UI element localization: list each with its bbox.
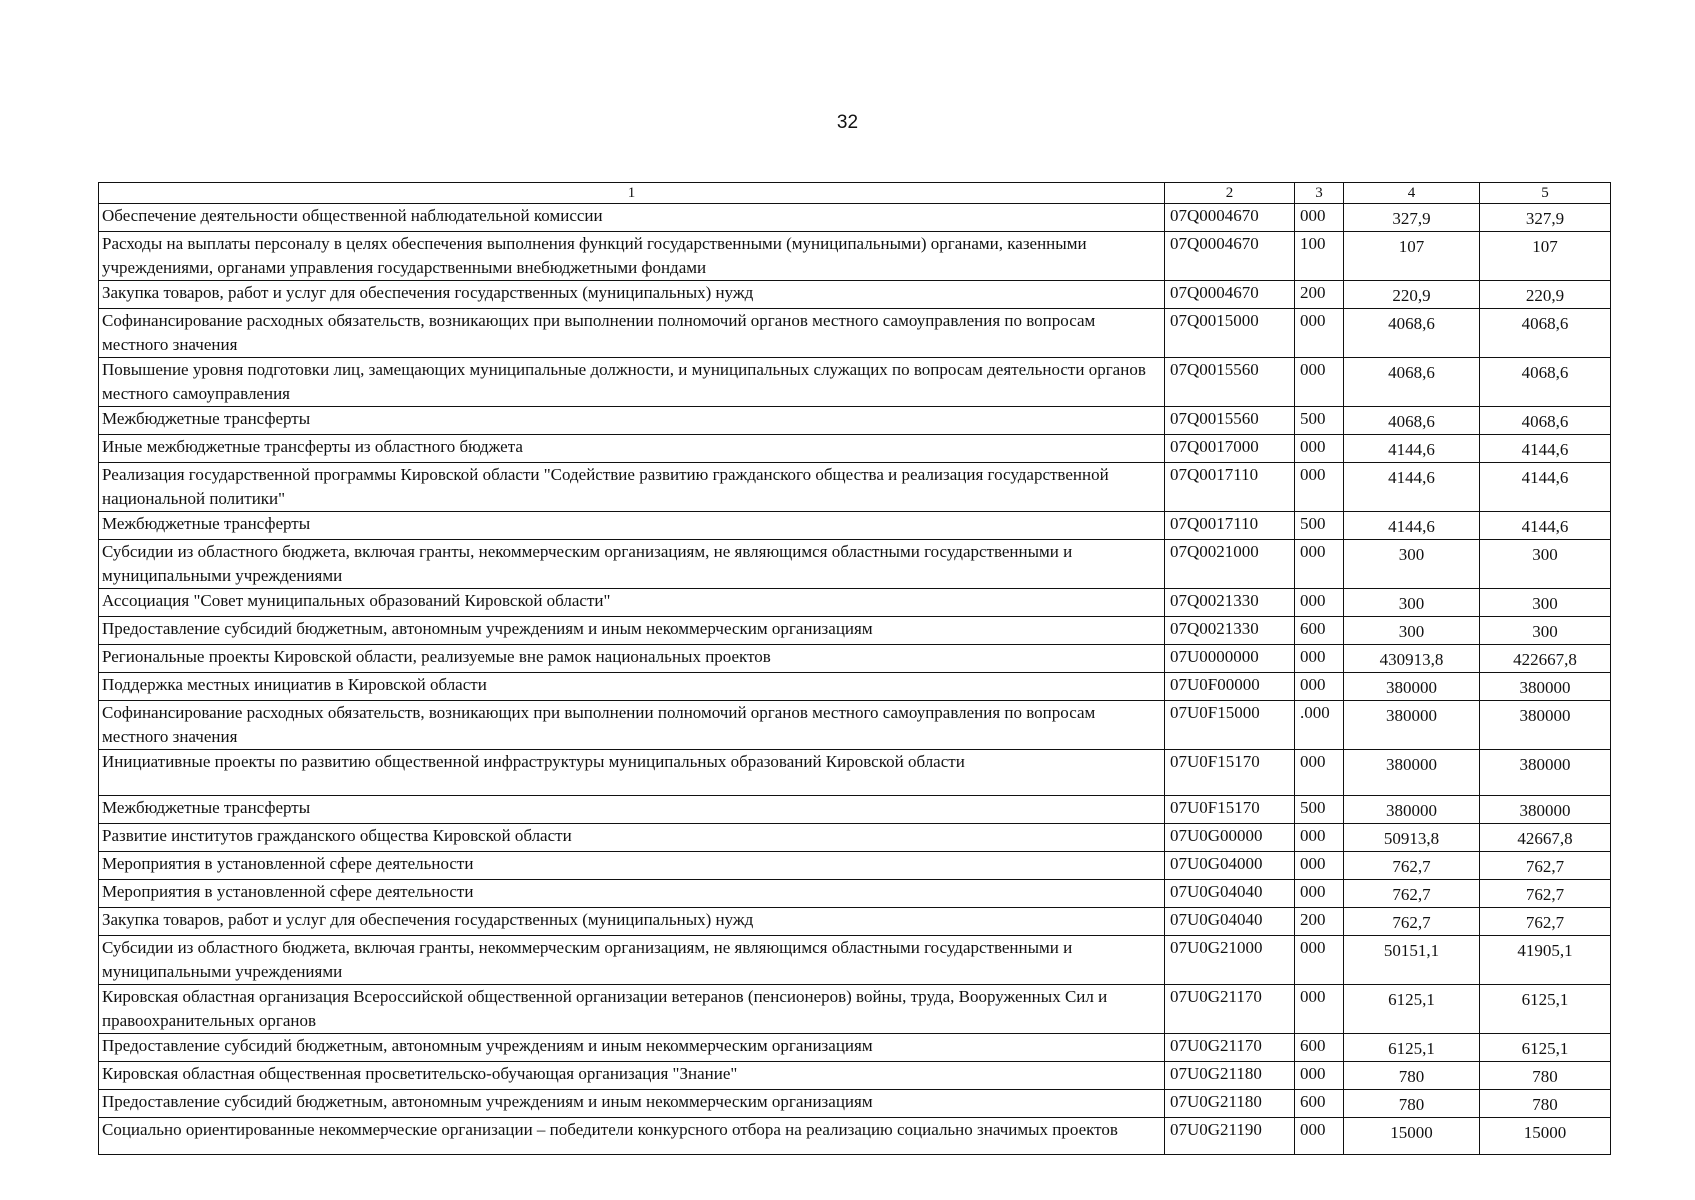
table-row [99, 796, 1611, 824]
row-code: 07Q0017000 [1165, 435, 1295, 463]
row-value-col5-text: 762,7 [1525, 913, 1565, 932]
row-value-col4 [1344, 936, 1480, 985]
row-value-col4 [1344, 1034, 1480, 1062]
row-code: 07U0F15170 [1165, 796, 1295, 824]
row-vr-code: 000 [1295, 358, 1344, 407]
table-row [99, 880, 1611, 908]
row-vr-code: 000 [1295, 309, 1344, 358]
row-value-col4-text: 107 [1398, 237, 1425, 256]
row-code: 07U0G04040 [1165, 908, 1295, 936]
row-name: Софинансирование расходных обязательств, возникающих при выполнении полномочий органов местного самоуправления по вопросам местного значения [99, 701, 1165, 750]
row-value-col4 [1344, 852, 1480, 880]
row-value-col4-text: 4144,6 [1388, 517, 1435, 536]
row-code: 07U0F15000 [1165, 701, 1295, 750]
row-value-col4 [1344, 1062, 1480, 1090]
row-value-col5-text: 4068,6 [1521, 412, 1569, 431]
row-value-col4 [1344, 435, 1480, 463]
row-value-col4 [1344, 1090, 1480, 1118]
row-vr-code: 000 [1295, 204, 1344, 232]
row-value-col5 [1480, 824, 1611, 852]
row-vr-code: 000 [1295, 540, 1344, 589]
row-name: Межбюджетные трансферты [99, 407, 1165, 435]
row-code: 07U0G21000 [1165, 936, 1295, 985]
row-value-col5 [1480, 701, 1611, 750]
row-code: 07U0G04040 [1165, 880, 1295, 908]
row-value-col4 [1344, 673, 1480, 701]
row-name: Мероприятия в установленной сфере деятельности [99, 880, 1165, 908]
row-value-col4 [1344, 358, 1480, 407]
row-vr-code: 200 [1295, 908, 1344, 936]
row-value-col4-text: 6125,1 [1388, 990, 1435, 1009]
row-value-col4 [1344, 309, 1480, 358]
table-row [99, 589, 1611, 617]
row-value-col5-text: 380000 [1519, 755, 1571, 774]
row-name: Субсидии из областного бюджета, включая гранты, некоммерческим организациям, не являющимся областными государственными и муниципальными учреждениями [99, 936, 1165, 985]
row-code: 07Q0017110 [1165, 512, 1295, 540]
table-row [99, 750, 1611, 796]
row-vr-code: .000 [1295, 701, 1344, 750]
row-value-col5 [1480, 1090, 1611, 1118]
table-row [99, 824, 1611, 852]
row-value-col4-text: 4068,6 [1388, 412, 1435, 431]
row-name: Инициативные проекты по развитию общественной инфраструктуры муниципальных образований Кировской области [99, 750, 1165, 796]
row-value-col4 [1344, 463, 1480, 512]
row-code: 07U0G21180 [1165, 1062, 1295, 1090]
row-vr-code: 000 [1295, 985, 1344, 1034]
row-value-col4-text: 220,9 [1392, 286, 1431, 305]
row-code: 07U0F15170 [1165, 750, 1295, 796]
row-value-col4-text: 380000 [1386, 678, 1437, 697]
row-value-col4-text: 380000 [1386, 801, 1437, 820]
row-value-col4 [1344, 908, 1480, 936]
header-col-1: 1 [99, 183, 1165, 204]
row-name: Расходы на выплаты персоналу в целях обеспечения выполнения функций государственными (муниципальными) органами, казенными учреждениями, органами управления государственными внебюджетными фондами [99, 232, 1165, 281]
row-value-col4-text: 6125,1 [1388, 1039, 1435, 1058]
header-col-4: 4 [1344, 183, 1480, 204]
row-value-col4 [1344, 645, 1480, 673]
row-vr-code: 200 [1295, 281, 1344, 309]
table-row [99, 852, 1611, 880]
row-value-col4-text: 4068,6 [1388, 363, 1435, 382]
row-value-col4 [1344, 512, 1480, 540]
row-value-col4-text: 4144,6 [1388, 440, 1435, 459]
row-name: Мероприятия в установленной сфере деятельности [99, 852, 1165, 880]
row-vr-code: 600 [1295, 1090, 1344, 1118]
row-value-col5-text: 220,9 [1525, 286, 1565, 305]
row-value-col5-text: 780 [1532, 1067, 1558, 1086]
row-name: Развитие институтов гражданского общества Кировской области [99, 824, 1165, 852]
row-value-col5 [1480, 1034, 1611, 1062]
row-value-col5 [1480, 985, 1611, 1034]
row-vr-code: 000 [1295, 880, 1344, 908]
row-value-col4-text: 762,7 [1392, 857, 1431, 876]
row-name: Межбюджетные трансферты [99, 796, 1165, 824]
row-name: Субсидии из областного бюджета, включая гранты, некоммерческим организациям, не являющимся областными государственными и муниципальными учреждениями [99, 540, 1165, 589]
page-number: 32 [836, 112, 859, 133]
table-row [99, 407, 1611, 435]
table-row [99, 204, 1611, 232]
row-vr-code: 000 [1295, 1062, 1344, 1090]
row-name: Реализация государственной программы Кировской области "Содействие развитию гражданского общества и реализация государственной национальной политики" [99, 463, 1165, 512]
row-vr-code: 000 [1295, 673, 1344, 701]
row-vr-code: 000 [1295, 589, 1344, 617]
row-code: 07Q0015560 [1165, 407, 1295, 435]
table-row [99, 673, 1611, 701]
row-code: 07Q0004670 [1165, 232, 1295, 281]
row-value-col4-text: 4068,6 [1388, 314, 1435, 333]
row-vr-code: 500 [1295, 796, 1344, 824]
row-value-col4-text: 380000 [1386, 706, 1437, 725]
row-code: 07U0G21170 [1165, 1034, 1295, 1062]
row-vr-code: 000 [1295, 435, 1344, 463]
row-name: Предоставление субсидий бюджетным, автономным учреждениям и иным некоммерческим организациям [99, 1090, 1165, 1118]
row-vr-code: 000 [1295, 645, 1344, 673]
row-value-col4 [1344, 880, 1480, 908]
row-value-col5-text: 422667,8 [1513, 650, 1577, 669]
row-value-col5 [1480, 936, 1611, 985]
row-value-col5 [1480, 407, 1611, 435]
row-code: 07U0000000 [1165, 645, 1295, 673]
row-value-col5-text: 327,9 [1525, 209, 1565, 228]
row-value-col4 [1344, 750, 1480, 796]
row-value-col4 [1344, 985, 1480, 1034]
row-value-col5-text: 4144,6 [1521, 517, 1569, 536]
row-value-col5-text: 380000 [1519, 706, 1571, 725]
row-value-col5-text: 42667,8 [1517, 829, 1573, 848]
row-value-col5-text: 4068,6 [1521, 314, 1569, 333]
row-value-col5-text: 4144,6 [1521, 468, 1569, 487]
row-value-col4 [1344, 617, 1480, 645]
header-col-2: 2 [1165, 183, 1295, 204]
row-code: 07U0G21170 [1165, 985, 1295, 1034]
row-value-col5-text: 15000 [1523, 1123, 1567, 1142]
row-name: Софинансирование расходных обязательств, возникающих при выполнении полномочий органов местного самоуправления по вопросам местного значения [99, 309, 1165, 358]
table-row [99, 309, 1611, 358]
row-name: Предоставление субсидий бюджетным, автономным учреждениям и иным некоммерческим организациям [99, 617, 1165, 645]
row-value-col5-text: 380000 [1519, 801, 1571, 820]
row-name: Социально ориентированные некоммерческие организации – победители конкурсного отбора на реализацию социально значимых проектов [99, 1118, 1165, 1155]
row-code: 07Q0015000 [1165, 309, 1295, 358]
row-code: 07Q0004670 [1165, 281, 1295, 309]
table-row [99, 1034, 1611, 1062]
row-value-col4-text: 300 [1398, 594, 1425, 613]
row-code: 07Q0021330 [1165, 617, 1295, 645]
row-code: 07U0G21180 [1165, 1090, 1295, 1118]
row-value-col5 [1480, 645, 1611, 673]
row-code: 07Q0021000 [1165, 540, 1295, 589]
table-row [99, 1118, 1611, 1155]
row-value-col5 [1480, 589, 1611, 617]
row-name: Закупка товаров, работ и услуг для обеспечения государственных (муниципальных) нужд [99, 281, 1165, 309]
row-value-col5-text: 4068,6 [1521, 363, 1569, 382]
row-name: Кировская областная организация Всероссийской общественной организации ветеранов (пенсионеров) войны, труда, Вооруженных Сил и правоохранительных органов [99, 985, 1165, 1034]
row-vr-code: 000 [1295, 936, 1344, 985]
row-value-col5 [1480, 463, 1611, 512]
row-vr-code: 500 [1295, 407, 1344, 435]
row-value-col5 [1480, 750, 1611, 796]
row-value-col5 [1480, 852, 1611, 880]
row-value-col4 [1344, 796, 1480, 824]
row-value-col5-text: 300 [1532, 594, 1558, 613]
row-value-col5 [1480, 673, 1611, 701]
row-value-col4 [1344, 407, 1480, 435]
row-name: Кировская областная общественная просветительско-обучающая организация "Знание" [99, 1062, 1165, 1090]
row-vr-code: 600 [1295, 1034, 1344, 1062]
row-code: 07Q0004670 [1165, 204, 1295, 232]
row-value-col5-text: 107 [1532, 237, 1558, 256]
row-code: 07Q0021330 [1165, 589, 1295, 617]
table-row [99, 232, 1611, 281]
row-value-col5 [1480, 796, 1611, 824]
table-row [99, 281, 1611, 309]
row-code: 07U0G04000 [1165, 852, 1295, 880]
row-value-col5 [1480, 309, 1611, 358]
row-value-col5 [1480, 617, 1611, 645]
row-value-col5 [1480, 512, 1611, 540]
row-value-col4-text: 380000 [1386, 755, 1437, 774]
row-name: Повышение уровня подготовки лиц, замещающих муниципальные должности, и муниципальных служащих по вопросам деятельности органов местного самоуправления [99, 358, 1165, 407]
row-value-col4-text: 762,7 [1392, 885, 1431, 904]
row-value-col4-text: 430913,8 [1379, 650, 1444, 669]
row-value-col5-text: 41905,1 [1517, 941, 1573, 960]
row-value-col5 [1480, 540, 1611, 589]
row-vr-code: 000 [1295, 750, 1344, 796]
row-name: Поддержка местных инициатив в Кировской области [99, 673, 1165, 701]
row-value-col5 [1480, 1062, 1611, 1090]
row-value-col4-text: 780 [1398, 1067, 1425, 1086]
row-name: Межбюджетные трансферты [99, 512, 1165, 540]
table-row [99, 985, 1611, 1034]
table-row [99, 1062, 1611, 1090]
row-vr-code: 100 [1295, 232, 1344, 281]
table-row [99, 463, 1611, 512]
row-value-col4 [1344, 701, 1480, 750]
table-row [99, 1090, 1611, 1118]
table-row [99, 701, 1611, 750]
row-name: Обеспечение деятельности общественной наблюдательной комиссии [99, 204, 1165, 232]
row-value-col5-text: 4144,6 [1521, 440, 1569, 459]
row-value-col5 [1480, 204, 1611, 232]
row-value-col4-text: 300 [1398, 622, 1425, 641]
table-row [99, 358, 1611, 407]
row-value-col5 [1480, 1118, 1611, 1155]
row-value-col5-text: 300 [1532, 622, 1558, 641]
table-row [99, 540, 1611, 589]
row-value-col5-text: 762,7 [1525, 885, 1565, 904]
table-row [99, 645, 1611, 673]
row-value-col5-text: 780 [1532, 1095, 1558, 1114]
row-name: Иные межбюджетные трансферты из областного бюджета [99, 435, 1165, 463]
row-code: 07Q0017110 [1165, 463, 1295, 512]
row-value-col5 [1480, 358, 1611, 407]
row-value-col5-text: 6125,1 [1521, 1039, 1569, 1058]
row-value-col4-text: 327,9 [1392, 209, 1431, 228]
row-code: 07U0F00000 [1165, 673, 1295, 701]
row-code: 07Q0015560 [1165, 358, 1295, 407]
row-value-col4-text: 4144,6 [1388, 468, 1435, 487]
row-value-col4-text: 300 [1398, 545, 1425, 564]
row-value-col4 [1344, 281, 1480, 309]
table-header-row [99, 183, 1611, 204]
row-value-col5-text: 300 [1532, 545, 1558, 564]
row-value-col4 [1344, 204, 1480, 232]
row-value-col5 [1480, 880, 1611, 908]
table-row [99, 617, 1611, 645]
header-col-5: 5 [1480, 183, 1611, 204]
row-value-col4 [1344, 589, 1480, 617]
row-value-col5-text: 6125,1 [1521, 990, 1569, 1009]
budget-table [98, 182, 1611, 1155]
row-vr-code: 000 [1295, 824, 1344, 852]
row-value-col5 [1480, 435, 1611, 463]
row-name: Закупка товаров, работ и услуг для обеспечения государственных (муниципальных) нужд [99, 908, 1165, 936]
row-value-col5 [1480, 281, 1611, 309]
row-vr-code: 000 [1295, 463, 1344, 512]
row-name: Ассоциация "Совет муниципальных образований Кировской области" [99, 589, 1165, 617]
header-col-3: 3 [1295, 183, 1344, 204]
row-value-col5 [1480, 232, 1611, 281]
row-vr-code: 600 [1295, 617, 1344, 645]
row-value-col4 [1344, 824, 1480, 852]
row-value-col4-text: 50151,1 [1383, 941, 1440, 960]
row-name: Региональные проекты Кировской области, реализуемые вне рамок национальных проектов [99, 645, 1165, 673]
row-value-col4-text: 762,7 [1392, 913, 1431, 932]
row-code: 07U0G00000 [1165, 824, 1295, 852]
row-value-col5-text: 762,7 [1525, 857, 1565, 876]
table-row [99, 512, 1611, 540]
table-row [99, 936, 1611, 985]
table-row [99, 908, 1611, 936]
row-value-col5-text: 380000 [1519, 678, 1571, 697]
table-row [99, 435, 1611, 463]
row-value-col4-text: 780 [1398, 1095, 1425, 1114]
row-vr-code: 000 [1295, 852, 1344, 880]
row-value-col4-text: 50913,8 [1383, 829, 1440, 848]
row-name: Предоставление субсидий бюджетным, автономным учреждениям и иным некоммерческим организациям [99, 1034, 1165, 1062]
row-vr-code: 500 [1295, 512, 1344, 540]
row-value-col5 [1480, 908, 1611, 936]
row-code: 07U0G21190 [1165, 1118, 1295, 1155]
row-value-col4 [1344, 540, 1480, 589]
row-value-col4 [1344, 1118, 1480, 1155]
row-vr-code: 000 [1295, 1118, 1344, 1155]
row-value-col4-text: 15000 [1390, 1123, 1433, 1142]
row-value-col4 [1344, 232, 1480, 281]
